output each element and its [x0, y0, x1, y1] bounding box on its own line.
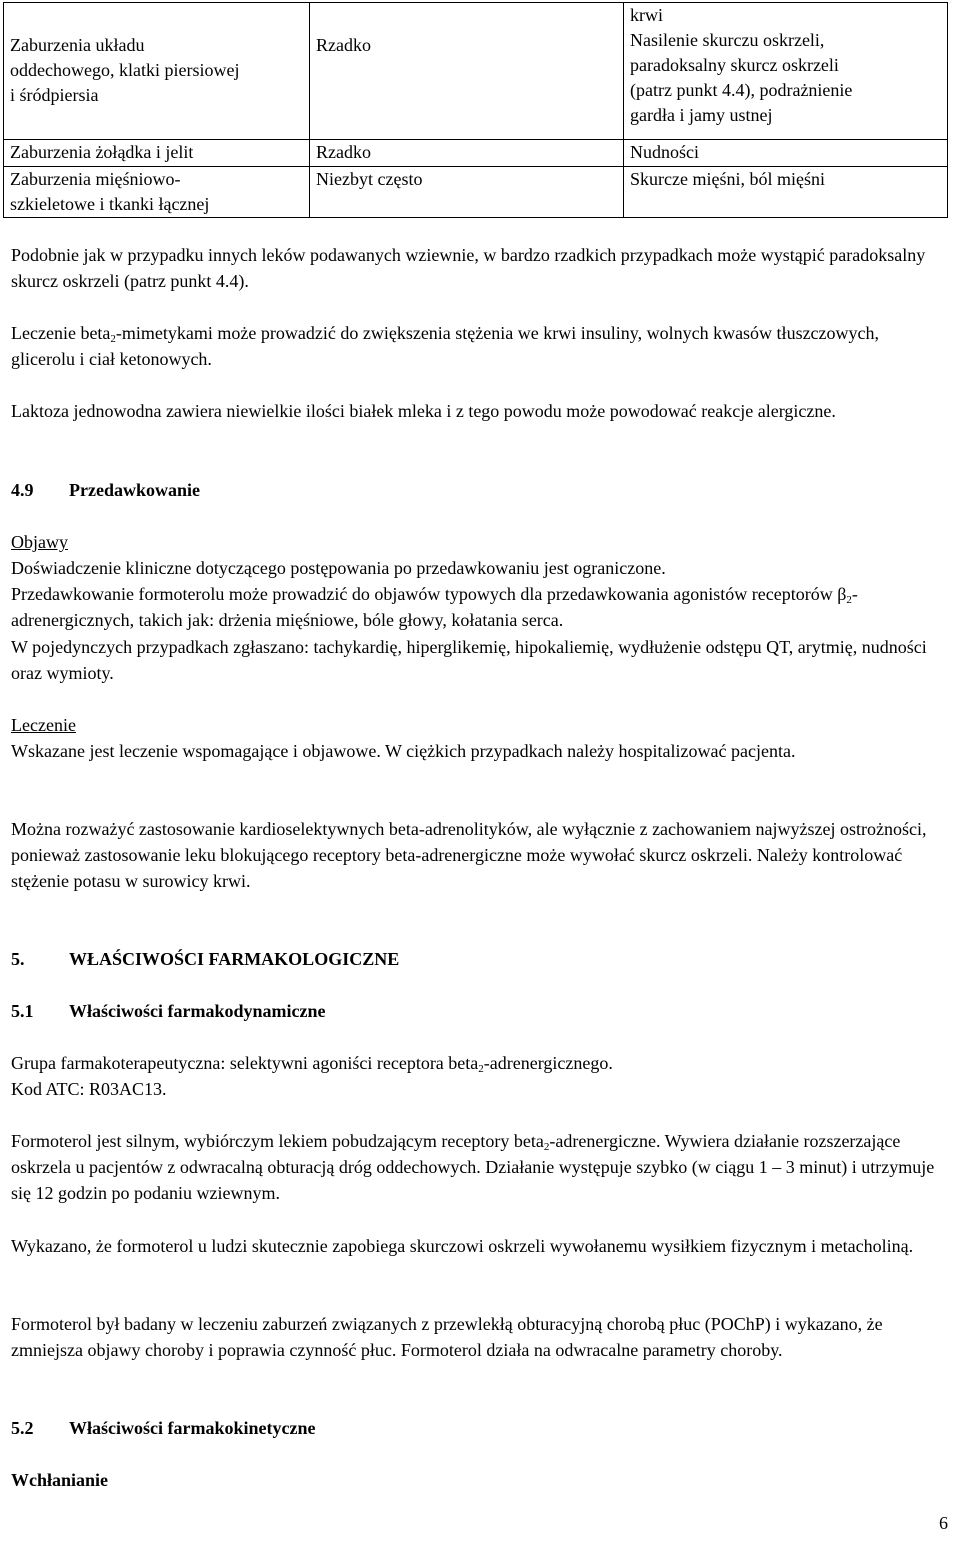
paragraph-paradoxical-bronchospasm: Podobnie jak w przypadku innych leków podawanych wziewnie, w bardzo rzadkich przypadkach może wystąpić paradoksalny skurcz oskrzeli (patrz punkt 4.4).	[11, 245, 926, 291]
section-5-1-heading: 5.1 Właściwości farmakodynamiczne	[11, 1001, 326, 1021]
table-cell-category: Zaburzenia żołądka i jelit	[4, 140, 310, 167]
paragraph-overdose-symptoms: Przedawkowanie formoterolu może prowadzić do objawów typowych dla przedawkowania agonistów receptorów $\beta_2$-adrenergicznych, takich jak: drżenia mięśniowe, bóle głowy, kołatania serca.	[11, 584, 858, 630]
table-cell-effect: Nudności	[624, 140, 948, 167]
section-4-9-heading: 4.9 Przedawkowanie	[11, 480, 200, 500]
table-cell-frequency: Rzadko	[310, 140, 624, 167]
page-number: 6	[939, 1513, 948, 1533]
paragraph-overdose-reports: W pojedynczych przypadkach zgłaszano: tachykardię, hiperglikemię, hipokaliemię, wydłużenie odstępu QT, arytmię, nudności oraz wymioty.	[11, 637, 927, 683]
paragraph-beta2-metabolic: Leczenie beta$_2$-mimetykami może prowadzić do zwiększenia stężenia we krwi insuliny, wolnych kwasów tłuszczowych, glicerolu i ciał ketonowych.	[11, 323, 880, 369]
section-5-2-heading: 5.2 Właściwości farmakokinetyczne	[11, 1418, 316, 1438]
absorption-heading: Wchłanianie	[11, 1470, 109, 1490]
symptoms-heading: Objawy	[11, 532, 68, 552]
paragraph-treatment-beta-blockers: Można rozważyć zastosowanie kardioselektywnych beta-adrenolityków, ale wyłącznie z zachowaniem najwyższej ostrożności, ponieważ zastosowanie leku blokującego receptory beta-adrenergiczne może wywołać skurcz oskrzeli. Należy kontrolować stężenie potasu w surowicy krwi.	[11, 819, 927, 891]
section-5-heading: 5. WŁAŚCIWOŚCI FARMAKOLOGICZNE	[11, 949, 400, 969]
table-cell-category: Zaburzenia układu oddechowego, klatki piersiowej i śródpiersia	[4, 3, 310, 140]
paragraph-overdose-experience: Doświadczenie kliniczne dotyczącego postępowania po przedawkowaniu jest ograniczone.	[11, 558, 666, 578]
adverse-effects-table	[3, 2, 948, 218]
table-cell-effect: krwi Nasilenie skurczu oskrzeli, paradoksalny skurcz oskrzeli (patrz punkt 4.4), podrażnienie gardła i jamy ustnej	[624, 3, 948, 140]
table-cell-category: Zaburzenia mięśniowo- szkieletowe i tkanki łącznej	[4, 167, 310, 218]
table-row	[4, 3, 948, 140]
table-cell-frequency: Rzadko	[310, 3, 624, 140]
table-cell-frequency: Niezbyt często	[310, 167, 624, 218]
paragraph-treatment-supportive: Wskazane jest leczenie wspomagające i objawowe. W ciężkich przypadkach należy hospitalizować pacjenta.	[11, 741, 796, 761]
table-cell-effect: Skurcze mięśni, ból mięśni	[624, 167, 948, 218]
paragraph-lactose: Laktoza jednowodna zawiera niewielkie ilości białek mleka i z tego powodu może powodować reakcje alergiczne.	[11, 401, 836, 421]
table-row	[4, 140, 948, 167]
atc-code: Kod ATC: R03AC13.	[11, 1079, 167, 1099]
paragraph-formoterol-prevention: Wykazano, że formoterol u ludzi skutecznie zapobiega skurczowi oskrzeli wywołanemu wysiłkiem fizycznym i metacholiną.	[11, 1236, 914, 1256]
paragraph-pharmacotherapeutic-group: Grupa farmakoterapeutyczna: selektywni agoniści receptora beta$_2$-adrenergicznego.	[11, 1053, 613, 1075]
paragraph-formoterol-copd: Formoterol był badany w leczeniu zaburzeń związanych z przewlekłą obturacyjną chorobą płuc (POChP) i wykazano, że zmniejsza objawy choroby i poprawia czynność płuc. Formoterol działa na odwracalne parametry choroby.	[11, 1314, 883, 1360]
paragraph-formoterol-action: Formoterol jest silnym, wybiórczym lekiem pobudzającym receptory beta$_2$-adrenergiczne. Wywiera działanie rozszerzające oskrzela u pacjentów z odwracalną obturacją dróg oddechowych. Działanie występuje szybko (w ciągu 1 – 3 minut) i utrzymuje się 12 godzin po podaniu wziewnym.	[11, 1131, 935, 1203]
table-row	[4, 167, 948, 218]
treatment-heading: Leczenie	[11, 715, 76, 735]
